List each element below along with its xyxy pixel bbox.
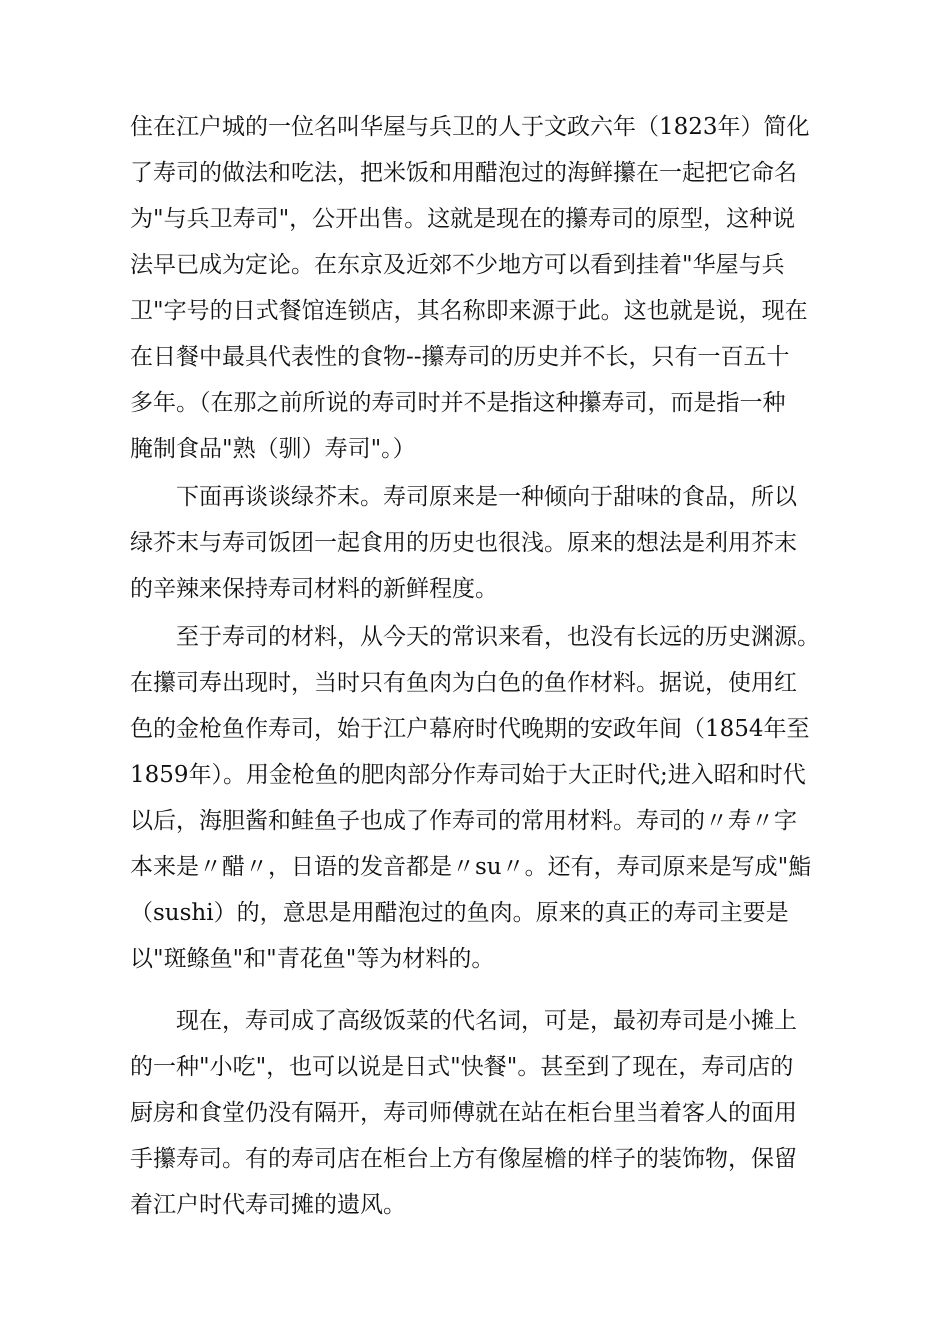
text-line: 腌制食品"熟（驯）寿司"。） (130, 436, 416, 462)
text-line: 至于寿司的材料，从今天的常识来看，也没有长远的历史渊源。 (176, 624, 820, 650)
text-line: 在攥司寿出现时，当时只有鱼肉为白色的鱼作材料。据说，使用红 (130, 670, 797, 696)
text-line: 1859年）。用金枪鱼的肥肉部分作寿司始于大正时代;进入昭和时代 (130, 762, 806, 788)
text-line: 着江户时代寿司摊的遗风。 (130, 1192, 406, 1218)
text-line: 下面再谈谈绿芥末。寿司原来是一种倾向于甜味的食品，所以 (176, 484, 797, 510)
text-line: 厨房和食堂仍没有隔开，寿司师傅就在站在柜台里当着客人的面用 (130, 1100, 797, 1126)
text-line: （sushi）的，意思是用醋泡过的鱼肉。原来的真正的寿司主要是 (130, 900, 789, 926)
text-line: 的辛辣来保持寿司材料的新鲜程度。 (130, 576, 498, 602)
text-line: 手攥寿司。有的寿司店在柜台上方有像屋檐的样子的装饰物，保留 (130, 1146, 797, 1172)
text-line: 现在，寿司成了高级饭菜的代名词，可是，最初寿司是小摊上 (176, 1008, 797, 1034)
text-line: 以后，海胆酱和鲑鱼子也成了作寿司的常用材料。寿司的〃寿〃字 (130, 808, 797, 834)
text-line: 法早已成为定论。在东京及近郊不少地方可以看到挂着"华屋与兵 (130, 252, 785, 278)
text-line: 以"斑鲦鱼"和"青花鱼"等为材料的。 (130, 946, 495, 972)
text-line: 色的金枪鱼作寿司，始于江户幕府时代晚期的安政年间（1854年至 (130, 716, 810, 742)
text-line: 在日餐中最具代表性的食物--攥寿司的历史并不长，只有一百五十 (130, 344, 790, 370)
text-line: 为"与兵卫寿司"，公开出售。这就是现在的攥寿司的原型，这种说 (130, 206, 796, 232)
text-line: 了寿司的做法和吃法，把米饭和用醋泡过的海鲜攥在一起把它命名 (130, 160, 797, 186)
text-line: 绿芥末与寿司饭团一起食用的历史也很浅。原来的想法是利用芥末 (130, 530, 797, 556)
text-line: 住在江户城的一位名叫华屋与兵卫的人于文政六年（1823年）简化 (130, 114, 810, 140)
text-line: 的一种"小吃"，也可以说是日式"快餐"。甚至到了现在，寿司店的 (130, 1054, 794, 1080)
text-line: 多年。（在那之前所说的寿司时并不是指这种攥寿司，而是指一种 (130, 390, 786, 416)
text-line: 卫"字号的日式餐馆连锁店，其名称即来源于此。这也就是说，现在 (130, 298, 808, 324)
text-line: 本来是〃醋〃，日语的发音都是〃su〃。还有，寿司原来是写成"鮨 (130, 854, 812, 880)
